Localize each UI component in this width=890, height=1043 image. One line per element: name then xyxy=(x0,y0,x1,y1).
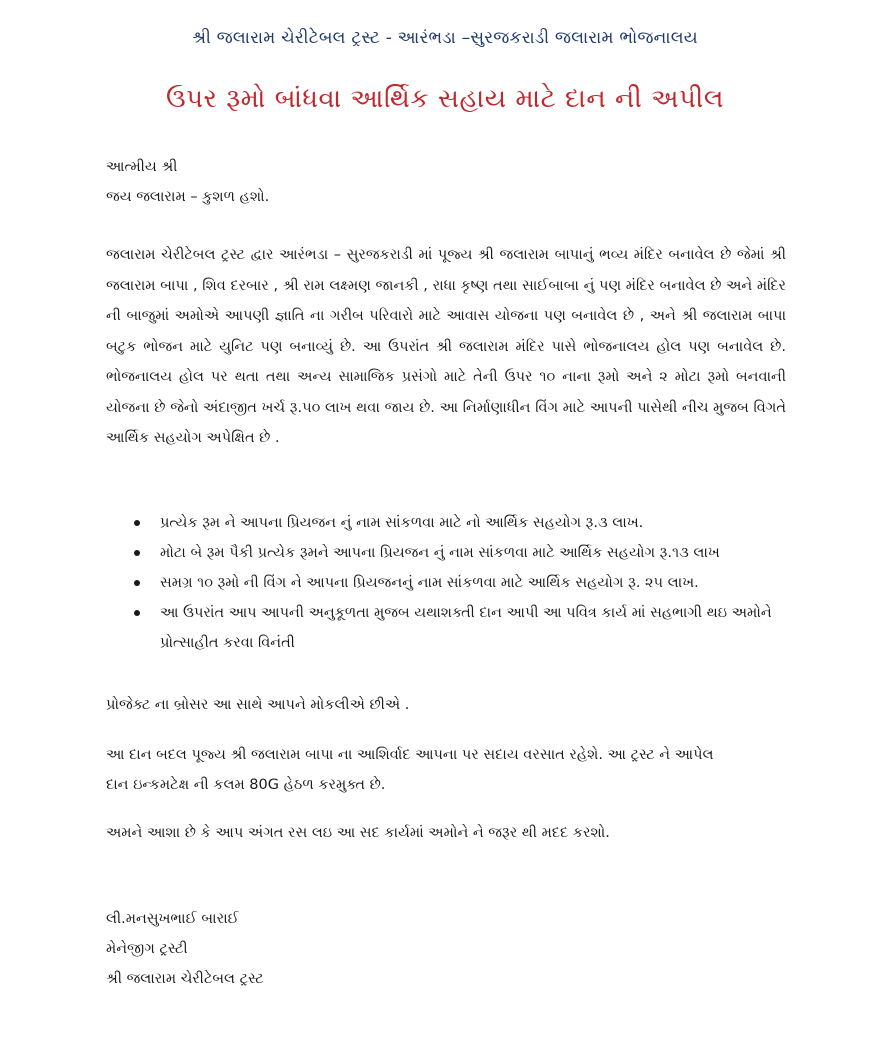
tax-exemption-line: દાન ઇન્કમટેક્ષ ની કલમ 80G હેઠળ કરમુક્ત છે. xyxy=(106,777,386,793)
signature-block xyxy=(106,904,786,994)
list-item xyxy=(106,538,796,568)
salutation xyxy=(106,152,786,212)
bullet-icon xyxy=(134,610,140,616)
list-item-text: મોટા બે રૂમ પૈકી પ્રત્યેક રૂમને આપના પ્રિયજન નું નામ સાંકળવા માટે આર્થિક સહયોગ રૂ.૧૩ લાખ xyxy=(160,545,720,561)
closing-request: અમને આશા છે કે આપ અંગત રસ લઇ આ સદ કાર્યમાં અમોને ને જરૂર થી મદદ કરશો. xyxy=(106,825,610,841)
salutation-wish: જય જલારામ – કુશળ હશો. xyxy=(106,189,270,205)
bullet-icon xyxy=(134,580,140,586)
brochure-note: પ્રોજેક્ટ ના બ્રોસર આ સાથે આપને મોકલીએ છીએ . xyxy=(106,697,410,713)
list-item-text: આ ઉપરાંત આપ આપની અનુકૂળતા મુજબ યથાશક્તી દાન આપી આ પવિત્ર કાર્ય માં સહભાગી થઇ અમોને પ્રોત્સાહીત કરવા વિનંતી xyxy=(160,605,772,651)
organization-header: શ્રી જલારામ ચેરીટેબલ ટ્રસ્ટ - આરંભડા –સુરજકરાડી જલારામ ભોજનાલય xyxy=(192,28,698,48)
blessing-paragraph xyxy=(106,740,786,800)
body-paragraph: જલારામ ચેરીટેબલ ટ્રસ્ટ દ્વાર આરંભડા – સુરજકરાડી માં પૂજ્ય શ્રી જલારામ બાપાનું ભવ્ય મંદિર બનાવેલ છે જેમાં શ્રી જલારામ બાપા , શિવ દરબાર , શ્રી રામ લક્ષ્મણ જાનકી , રાધા કૃષ્ણ તથા સાઈબાબા નું પણ મંદિર બનાવેલ છે અને મંદિર ની બાજુમાં અમોએ આપણી જ્ઞાતિ ના ગરીબ પરિવારો માટે આવાસ યોજના પણ બનાવેલ છે , અને શ્રી જલારામ બાપા બટુક ભોજન માટે યુનિટ પણ બનાવ્યું છે. આ ઉપરાંત શ્રી જલારામ મંદિર પાસે ભોજનાલય હોલ પણ બનાવેલ છે. ભોજનાલય હોલ પર થતા તથા અન્ય સામાજિક પ્રસંગો માટે તેની ઉપર ૧૦ નાના રૂમો અને ૨ મોટા રૂમો બનવાની યોજના છે જેનો અંદાજીત ખર્ચ રૂ.૫૦ લાખ થવા જાય છે. આ નિર્માણાધીન વિંગ માટે આપની પાસેથી નીચ મુજબ વિગતે આર્થિક સહયોગ અપેક્ષિત છે . xyxy=(106,247,786,446)
bullet-icon xyxy=(134,520,140,526)
list-item-text: સમગ્ર ૧૦ રૂમો ની વિંગ ને આપના પ્રિયજનનું નામ સાંકળવા માટે આર્થિક સહયોગ રૂ. ૨૫ લાખ. xyxy=(160,575,699,591)
blessing-line: આ દાન બદલ પૂજ્ય શ્રી જલારામ બાપા ના આશિર્વાદ આપના પર સદાય વરસાત રહેશે. આ ટ્રસ્ટ ને આપેલ xyxy=(106,747,714,763)
signatory-role: મેનેજીગ ટ્રસ્ટી xyxy=(106,941,188,957)
list-item xyxy=(106,598,796,658)
list-item-text: પ્રત્યેક રૂમ ને આપના પ્રિયજન નું નામ સાંકળવા માટે નો આર્થિક સહયોગ રૂ.૩ લાખ. xyxy=(160,515,644,531)
bullet-icon xyxy=(134,550,140,556)
list-item xyxy=(106,568,796,598)
signatory-name: લી.મનસુખભાઈ બારાઈ xyxy=(106,911,239,927)
salutation-greeting: આત્મીય શ્રી xyxy=(106,159,178,175)
donation-options-list xyxy=(106,508,796,658)
list-item xyxy=(106,508,796,538)
appeal-title: ઉપર રૂમો બાંધવા આર્થિક સહાય માટે દાન ની અપીલ xyxy=(166,84,724,114)
signatory-organization: શ્રી જલારામ ચેરીટેબલ ટ્રસ્ટ xyxy=(106,971,264,987)
